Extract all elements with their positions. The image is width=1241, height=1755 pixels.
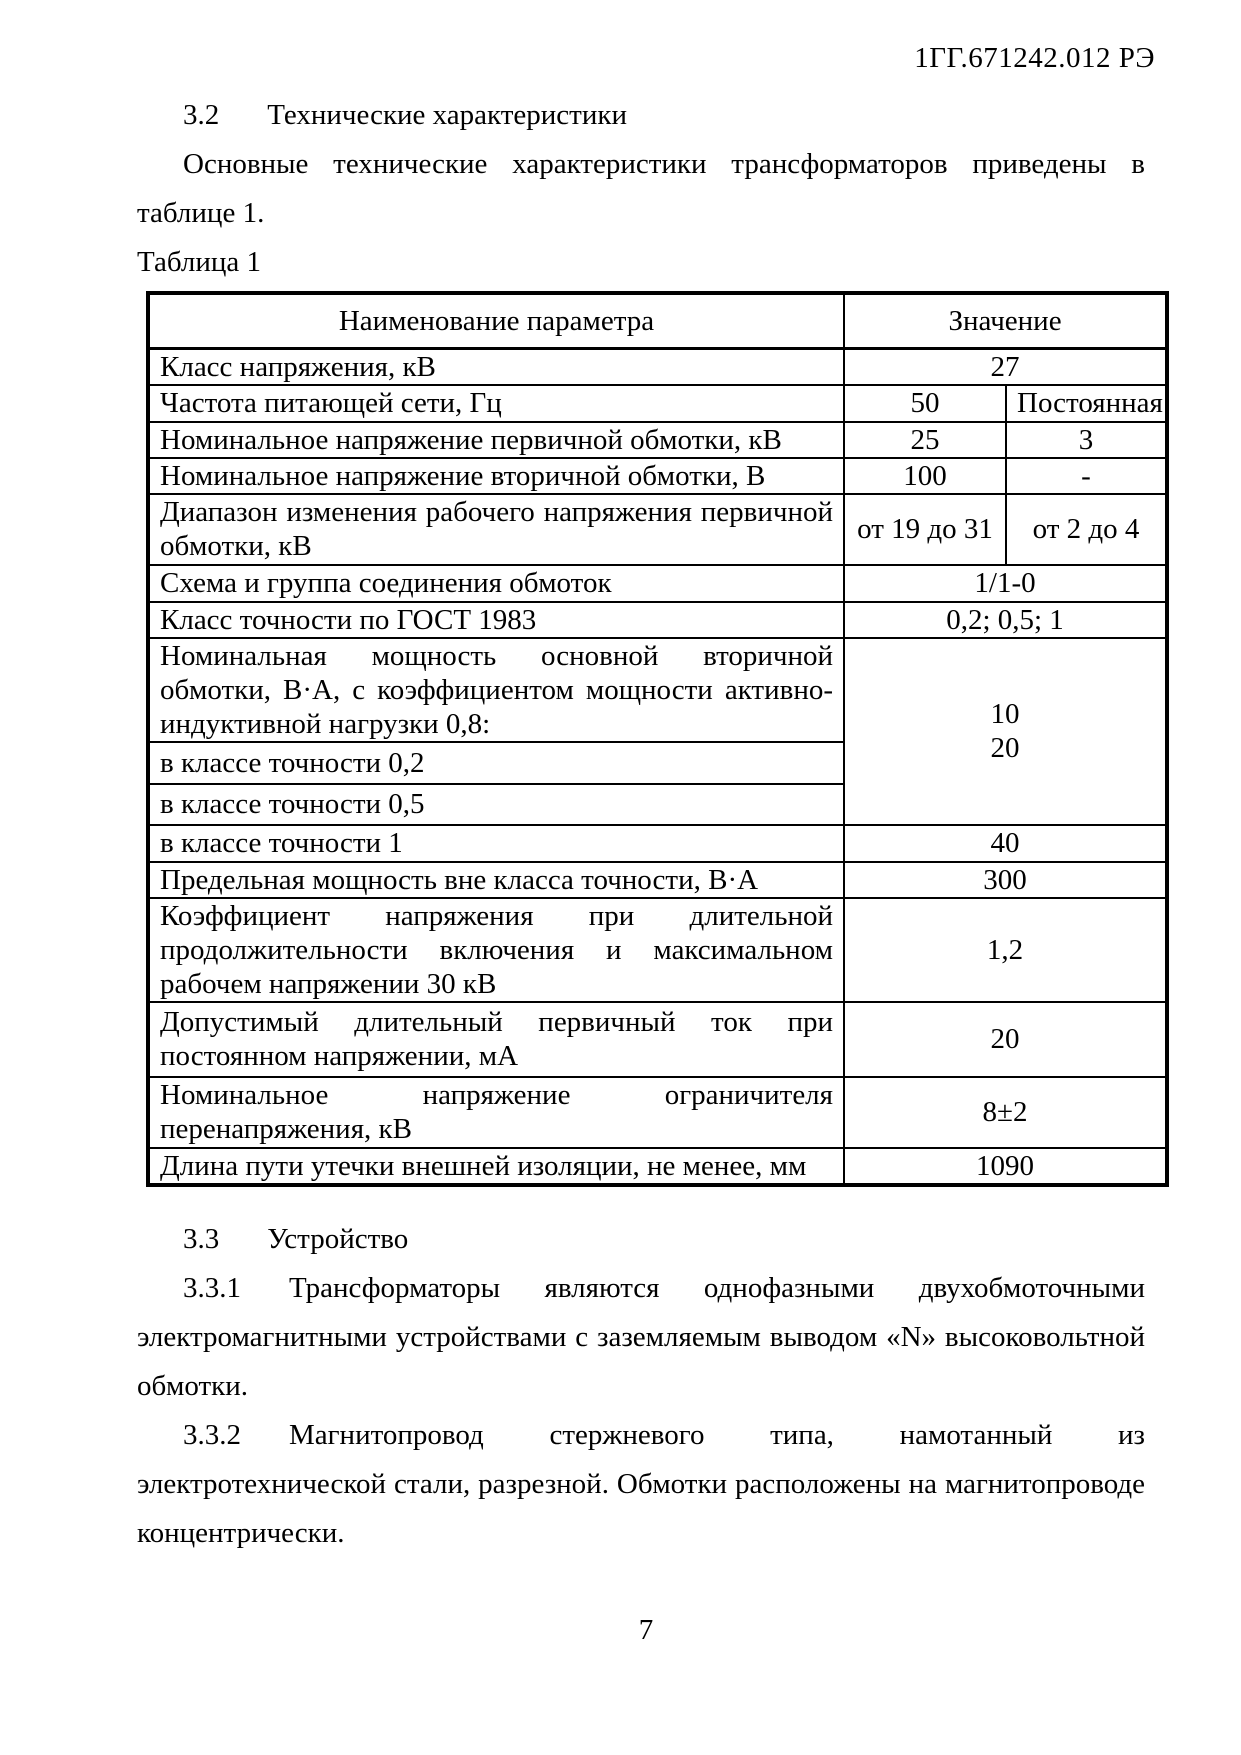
table-row bbox=[148, 898, 1167, 1002]
table-caption: Таблица 1 bbox=[137, 246, 262, 278]
section-3-2-heading bbox=[137, 91, 1145, 140]
param-value-cell: 40 bbox=[844, 825, 1167, 862]
header-value-cell: Значение bbox=[844, 293, 1167, 348]
section-3-3-title: Устройство bbox=[267, 1222, 409, 1255]
table-row bbox=[148, 565, 1167, 602]
merged-value-line: 10 bbox=[990, 698, 1020, 730]
merged-value-line: 20 bbox=[990, 732, 1020, 764]
param-value-cell: 1,2 bbox=[844, 898, 1167, 1002]
param-value-cell: 27 bbox=[844, 348, 1167, 385]
top-spacer bbox=[137, 0, 1145, 91]
table-row bbox=[148, 1002, 1167, 1077]
table-row bbox=[148, 1077, 1167, 1148]
param-value-cell: от 19 до 31 bbox=[844, 494, 1006, 565]
table-subrow bbox=[148, 825, 1167, 862]
table-row bbox=[148, 385, 1167, 422]
page-content bbox=[137, 0, 1163, 1558]
param-name-cell: Диапазон изменения рабочего напряжения первичной обмотки, кВ bbox=[148, 494, 844, 565]
param-value-cell: 50 bbox=[844, 385, 1006, 422]
param-name-cell: Предельная мощность вне класса точности, В·А bbox=[148, 862, 844, 898]
param-value-cell: 100 bbox=[844, 458, 1006, 494]
paragraph-3-3-1 bbox=[137, 1264, 1145, 1411]
param-name-cell: Номинальная мощность основной вторичной обмотки, В·А, с коэффициентом мощности активно-индуктивной нагрузки 0,8: bbox=[148, 638, 844, 742]
table-row bbox=[148, 862, 1167, 898]
table-header-row bbox=[148, 293, 1167, 348]
param-name-cell: Коэффициент напряжения при длительной продолжительности включения и максимальном рабочем напряжении 30 кВ bbox=[148, 898, 844, 1002]
paragraph-text: Магнитопровод стержневого типа, намотанный из электротехнической стали, разрезной. Обмотки расположены на магнитопроводе концентрически. bbox=[137, 1418, 1145, 1549]
param-name-cell: в классе точности 1 bbox=[148, 825, 844, 862]
spec-table bbox=[146, 291, 1169, 1187]
paragraph-number: 3.3.1 bbox=[183, 1271, 241, 1304]
param-name-cell: в классе точности 0,5 bbox=[148, 784, 844, 825]
param-value-cell: 8±2 bbox=[844, 1077, 1167, 1148]
table-row bbox=[148, 458, 1167, 494]
section-3-2-number: 3.2 bbox=[183, 99, 220, 131]
param-value-cell: 3 bbox=[1006, 422, 1167, 458]
table-row bbox=[148, 494, 1167, 565]
page-number: 7 bbox=[638, 1614, 654, 1646]
section-3-3-number: 3.3 bbox=[183, 1222, 220, 1255]
param-value-cell: 20 bbox=[844, 1002, 1167, 1077]
param-name-cell: Номинальное напряжение ограничителя перенапряжения, кВ bbox=[148, 1077, 844, 1148]
param-name-cell: Класс точности по ГОСТ 1983 bbox=[148, 602, 844, 638]
table-row bbox=[148, 1148, 1167, 1185]
param-value-cell: 0,2; 0,5; 1 bbox=[844, 602, 1167, 638]
param-value-cell: Постоянная bbox=[1006, 385, 1167, 422]
param-value-cell: 300 bbox=[844, 862, 1167, 898]
paragraph-number: 3.3.2 bbox=[183, 1418, 241, 1451]
param-name-cell: Допустимый длительный первичный ток при постоянном напряжении, мА bbox=[148, 1002, 844, 1077]
table-row bbox=[148, 422, 1167, 458]
table-row bbox=[148, 638, 1167, 742]
table-row bbox=[148, 602, 1167, 638]
header-param-cell: Наименование параметра bbox=[148, 293, 844, 348]
param-name-cell: Номинальное напряжение вторичной обмотки, В bbox=[148, 458, 844, 494]
param-value-cell: 1/1-0 bbox=[844, 565, 1167, 602]
param-value-cell: 25 bbox=[844, 422, 1006, 458]
param-value-merged-cell bbox=[844, 638, 1167, 825]
paragraph-3-3-2 bbox=[137, 1411, 1145, 1558]
param-name-cell: в классе точности 0,2 bbox=[148, 742, 844, 784]
param-name-cell: Номинальное напряжение первичной обмотки, кВ bbox=[148, 422, 844, 458]
table-row bbox=[148, 348, 1167, 385]
param-value-cell: 1090 bbox=[844, 1148, 1167, 1185]
paragraph-text: Трансформаторы являются однофазными двухобмоточными электромагнитными устройствами с заземляемым выводом «N» высоковольтной обмотки. bbox=[137, 1271, 1145, 1402]
param-value-cell: от 2 до 4 bbox=[1006, 494, 1167, 565]
param-name-cell: Длина пути утечки внешней изоляции, не менее, мм bbox=[148, 1148, 844, 1185]
intro-paragraph: Основные технические характеристики трансформаторов приведены в таблице 1. bbox=[137, 148, 1145, 229]
param-name-cell: Схема и группа соединения обмоток bbox=[148, 565, 844, 602]
param-name-cell: Частота питающей сети, Гц bbox=[148, 385, 844, 422]
section-3-3-heading bbox=[137, 1215, 1145, 1264]
param-name-cell: Класс напряжения, кВ bbox=[148, 348, 844, 385]
param-value-cell: - bbox=[1006, 458, 1167, 494]
section-3-2-title: Технические характеристики bbox=[267, 99, 627, 131]
document-code: 1ГГ.671242.012 РЭ bbox=[914, 42, 1155, 74]
